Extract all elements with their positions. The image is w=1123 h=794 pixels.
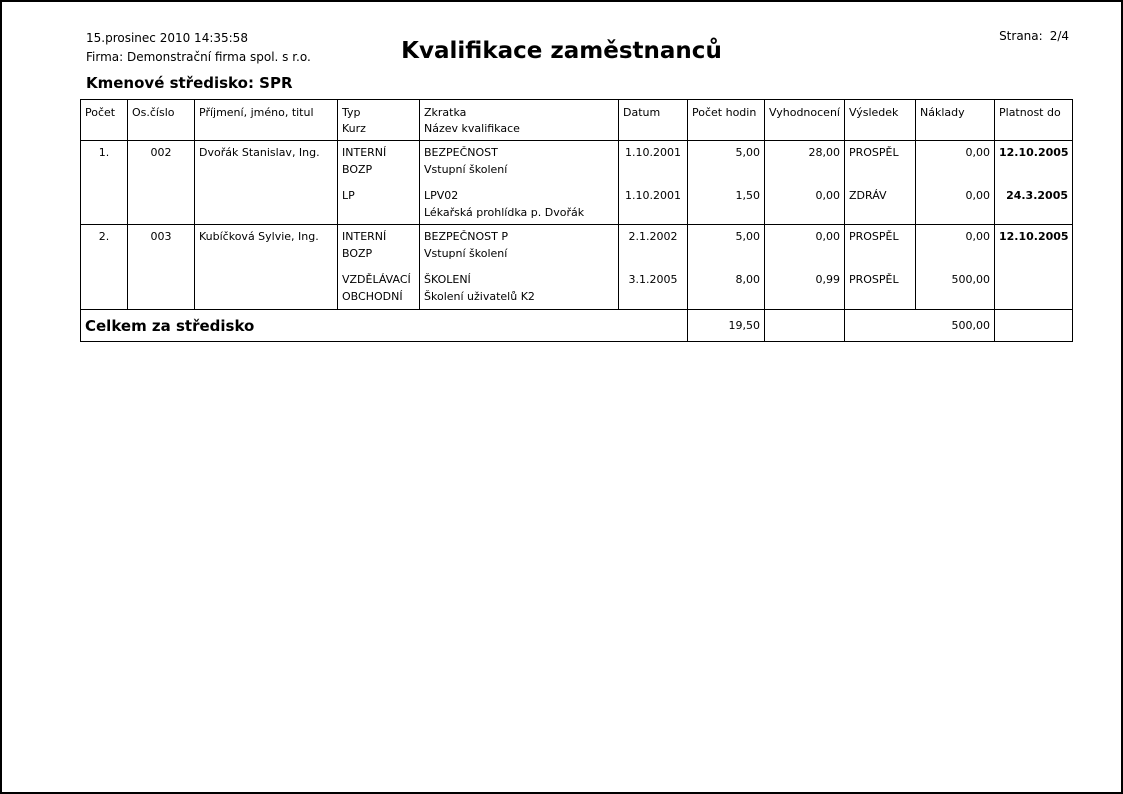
section-title: Kmenové středisko: SPR [86, 74, 293, 92]
col-header-vysledek: Výsledek [845, 100, 916, 141]
cell-datum: 2.1.2002 3.1.2005 [619, 225, 688, 310]
cell-os-cislo: 003 [128, 225, 195, 310]
cell-naklady: 0,00 500,00 [916, 225, 995, 310]
col-header-os-cislo: Os.číslo [128, 100, 195, 141]
cell-jmeno: Dvořák Stanislav, Ing. [195, 141, 338, 225]
cell-platnost: 12.10.2005 [995, 225, 1073, 310]
total-vyhodnoceni-empty [765, 310, 845, 342]
cell-hodiny: 5,00 8,00 [688, 225, 765, 310]
total-platnost-empty [995, 310, 1073, 342]
cell-naklady: 0,00 0,00 [916, 141, 995, 225]
table-row-employee-1 [81, 141, 1073, 225]
col-header-datum: Datum [619, 100, 688, 141]
cell-platnost: 12.10.2005 24.3.2005 [995, 141, 1073, 225]
total-hodiny: 19,50 [688, 310, 765, 342]
cell-zkratka-nazev: BEZPEČNOST P Vstupní školení ŠKOLENÍ Školení uživatelů K2 [420, 225, 619, 310]
table-row-employee-2 [81, 225, 1073, 310]
cell-jmeno: Kubíčková Sylvie, Ing. [195, 225, 338, 310]
cell-zkratka-nazev: BEZPEČNOST Vstupní školení LPV02 Lékařská prohlídka p. Dvořák [420, 141, 619, 225]
total-label: Celkem za středisko [81, 310, 688, 342]
col-header-jmeno: Příjmení, jméno, titul [195, 100, 338, 141]
company-name: Firma: Demonstrační firma spol. s r.o. [86, 50, 311, 64]
cell-pocet: 1. [81, 141, 128, 225]
page-number-value: 2/4 [1049, 29, 1069, 43]
table-total-row [81, 310, 1073, 342]
cell-vysledek: PROSPĚL PROSPĚL [845, 225, 916, 310]
cell-os-cislo: 002 [128, 141, 195, 225]
cell-typ-kurz: INTERNÍ BOZP VZDĚLÁVACÍ OBCHODNÍ [338, 225, 420, 310]
page-title: Kvalifikace zaměstnanců [401, 38, 722, 64]
cell-typ-kurz: INTERNÍ BOZP LP [338, 141, 420, 225]
cell-vyhodnoceni: 28,00 0,00 [765, 141, 845, 225]
col-header-platnost: Platnost do [995, 100, 1073, 141]
cell-vyhodnoceni: 0,00 0,99 [765, 225, 845, 310]
col-header-typ-kurz: Typ Kurz [338, 100, 420, 141]
col-header-hodiny: Počet hodin [688, 100, 765, 141]
cell-datum: 1.10.2001 1.10.2001 [619, 141, 688, 225]
col-header-pocet: Počet [81, 100, 128, 141]
qualifications-table [80, 99, 1073, 342]
cell-pocet: 2. [81, 225, 128, 310]
cell-hodiny: 5,00 1,50 [688, 141, 765, 225]
total-naklady: 500,00 [845, 310, 995, 342]
col-header-zkratka-nazev: Zkratka Název kvalifikace [420, 100, 619, 141]
page-number-label: Strana: [999, 29, 1043, 43]
print-datetime: 15.prosinec 2010 14:35:58 [86, 31, 248, 45]
col-header-naklady: Náklady [916, 100, 995, 141]
table-header-row [81, 100, 1073, 141]
col-header-vyhodnoceni: Vyhodnocení [765, 100, 845, 141]
cell-vysledek: PROSPĚL ZDRÁV [845, 141, 916, 225]
page-number [999, 29, 1069, 43]
